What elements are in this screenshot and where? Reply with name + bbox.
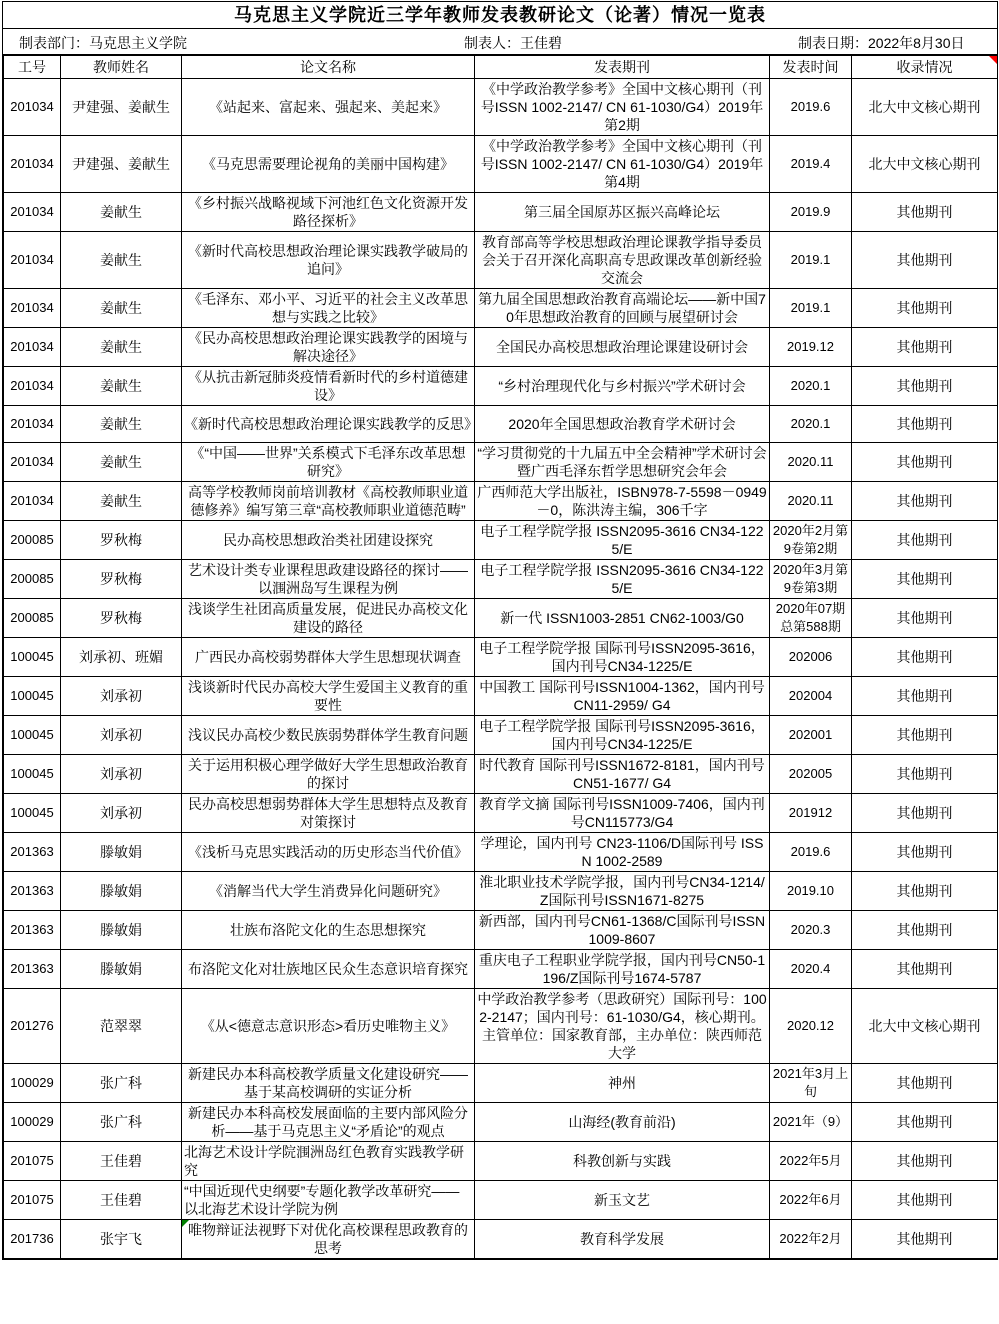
table-row: [4, 232, 998, 289]
cell-journal: 神州: [475, 1064, 770, 1103]
cell-teacher-id: 100045: [4, 794, 61, 833]
cell-index-status: 其他期刊: [852, 911, 998, 950]
table-row: [4, 367, 998, 406]
cell-journal: 学理论，国内刊号 CN23-1106/D国际刊号 ISSN 1002-2589: [475, 833, 770, 872]
cell-index-status: 其他期刊: [852, 328, 998, 367]
cell-publish-time: 202005: [770, 755, 852, 794]
cell-paper-title: [182, 521, 475, 560]
cell-paper-title: [182, 328, 475, 367]
error-marker-icon: [182, 1220, 189, 1227]
cell-journal: 科教创新与实践: [475, 1142, 770, 1181]
cell-teacher-name: 姜献生: [61, 443, 182, 482]
cell-journal: 时代教育 国际刊号ISSN1672-8181，国内刊号CN51-1677/ G4: [475, 755, 770, 794]
table-row: [4, 289, 998, 328]
cell-paper-title: [182, 755, 475, 794]
cell-paper-title: [182, 833, 475, 872]
paper-title-text: 《毛泽东、邓小平、习近平的社会主义改革思想与实践之比较》: [188, 291, 468, 325]
paper-title-text: 《马克思需要理论视角的美丽中国构建》: [202, 156, 454, 172]
cell-publish-time: 2019.1: [770, 289, 852, 328]
table-row: [4, 1181, 998, 1220]
cell-teacher-id: 201034: [4, 289, 61, 328]
cell-publish-time: 2021年（9）: [770, 1103, 852, 1142]
paper-title-text: 《浅析马克思实践活动的历史形态当代价值》: [188, 844, 468, 860]
cell-teacher-id: 201034: [4, 367, 61, 406]
cell-paper-title: [182, 232, 475, 289]
cell-teacher-name: 滕敏娟: [61, 833, 182, 872]
col-header-index-status-label: 收录情况: [896, 59, 953, 75]
cell-teacher-id: 201034: [4, 136, 61, 193]
cell-publish-time: 2019.12: [770, 328, 852, 367]
cell-publish-time: 2020年2月第9卷第2期: [770, 521, 852, 560]
cell-publish-time: 2019.1: [770, 232, 852, 289]
cell-paper-title: [182, 367, 475, 406]
paper-title-text: 新建民办本科高校发展面临的主要内部风险分析——基于马克思主义“矛盾论”的观点: [188, 1105, 468, 1139]
cell-teacher-id: 201363: [4, 950, 61, 989]
paper-title-text: 高等学校教师岗前培训教材《高校教师职业道德修养》编写第三章“高校教师职业道德范畴”: [188, 484, 468, 518]
cell-teacher-name: 范翠翠: [61, 989, 182, 1064]
table-row: [4, 872, 998, 911]
cell-journal: “乡村治理现代化与乡村振兴”学术研讨会: [475, 367, 770, 406]
table-row: [4, 638, 998, 677]
table-row: [4, 79, 998, 136]
cell-paper-title: [182, 136, 475, 193]
cell-teacher-id: 201034: [4, 406, 61, 443]
paper-title-text: 北海艺术设计学院涠洲岛红色教育实践教学研究: [184, 1144, 464, 1178]
cell-index-status: 其他期刊: [852, 833, 998, 872]
paper-title-text: 《乡村振兴战略视域下河池红色文化资源开发路径探析》: [188, 195, 468, 229]
cell-teacher-name: 罗秋梅: [61, 599, 182, 638]
cell-journal: 中国教工 国际刊号ISSN1004-1362，国内刊号CN11-2959/ G4: [475, 677, 770, 716]
table-row: [4, 599, 998, 638]
cell-index-status: 其他期刊: [852, 482, 998, 521]
paper-title-text: 民办高校思想政治类社团建设探究: [223, 532, 433, 548]
cell-journal: 第九届全国思想政治教育高端论坛——新中国70年思想政治教育的回顾与展望研讨会: [475, 289, 770, 328]
cell-publish-time: 2019.6: [770, 833, 852, 872]
cell-index-status: 其他期刊: [852, 1103, 998, 1142]
cell-journal: 中学政治教学参考（思政研究）国际刊号：1002-2147；国内刊号：61-1030/G4，核心期刊。主管单位：国家教育部，主办单位：陕西师范大学: [475, 989, 770, 1064]
cell-teacher-id: 201075: [4, 1181, 61, 1220]
table-row: [4, 443, 998, 482]
cell-index-status: 北大中文核心期刊: [852, 79, 998, 136]
cell-teacher-id: 201034: [4, 79, 61, 136]
paper-title-text: 广西民办高校弱势群体大学生思想现状调查: [195, 649, 461, 665]
cell-teacher-id: 201034: [4, 443, 61, 482]
cell-paper-title: [182, 443, 475, 482]
cell-index-status: 北大中文核心期刊: [852, 989, 998, 1064]
cell-teacher-id: 201075: [4, 1142, 61, 1181]
cell-journal: 电子工程学院学报 ISSN2095-3616 CN34-1225/E: [475, 521, 770, 560]
cell-teacher-name: 尹建强、姜献生: [61, 79, 182, 136]
cell-journal: 淮北职业技术学院学报，国内刊号CN34-1214/Z国际刊号ISSN1671-8275: [475, 872, 770, 911]
table-row: [4, 406, 998, 443]
cell-paper-title: [182, 716, 475, 755]
paper-title-text: 唯物辩证法视野下对优化高校课程思政教育的思考: [188, 1222, 468, 1256]
cell-journal: 电子工程学院学报 ISSN2095-3616 CN34-1225/E: [475, 560, 770, 599]
paper-title-text: 艺术设计类专业课程思政建设路径的探讨——以涠洲岛写生课程为例: [188, 562, 468, 596]
cell-teacher-id: 201034: [4, 328, 61, 367]
cell-index-status: 其他期刊: [852, 1181, 998, 1220]
cell-teacher-name: 姜献生: [61, 367, 182, 406]
cell-teacher-name: 王佳碧: [61, 1181, 182, 1220]
cell-publish-time: 2022年2月: [770, 1220, 852, 1259]
cell-teacher-name: 张宇飞: [61, 1220, 182, 1259]
paper-title-text: 关于运用积极心理学做好大学生思想政治教育的探讨: [188, 757, 468, 791]
cell-publish-time: 2020.12: [770, 989, 852, 1064]
header-row: [4, 56, 998, 79]
cell-teacher-name: 张广科: [61, 1103, 182, 1142]
table-row: [4, 911, 998, 950]
table-row: [4, 1064, 998, 1103]
cell-publish-time: 2022年6月: [770, 1181, 852, 1220]
cell-teacher-name: 滕敏娟: [61, 911, 182, 950]
cell-publish-time: 2022年5月: [770, 1142, 852, 1181]
cell-paper-title: [182, 482, 475, 521]
cell-index-status: 其他期刊: [852, 232, 998, 289]
cell-teacher-name: 姜献生: [61, 328, 182, 367]
paper-title-text: 《站起来、富起来、强起来、美起来》: [209, 99, 447, 115]
table-row: [4, 1142, 998, 1181]
table-row: [4, 521, 998, 560]
cell-publish-time: 2020.1: [770, 406, 852, 443]
cell-paper-title: [182, 1142, 475, 1181]
table-row: [4, 755, 998, 794]
cell-publish-time: 201912: [770, 794, 852, 833]
paper-title-text: 壮族布洛陀文化的生态思想探究: [230, 922, 426, 938]
paper-title-text: 民办高校思想弱势群体大学生思想特点及教育对策探讨: [188, 796, 468, 830]
cell-teacher-id: 201276: [4, 989, 61, 1064]
cell-index-status: 其他期刊: [852, 755, 998, 794]
cell-paper-title: [182, 794, 475, 833]
table-row: [4, 1103, 998, 1142]
cell-publish-time: 2020.1: [770, 367, 852, 406]
cell-journal: “学习贯彻党的十九届五中全会精神”学术研讨会暨广西毛泽东哲学思想研究会年会: [475, 443, 770, 482]
cell-index-status: 其他期刊: [852, 193, 998, 232]
cell-teacher-id: 200085: [4, 599, 61, 638]
cell-teacher-name: 姜献生: [61, 406, 182, 443]
cell-journal: 山海经(教育前沿): [475, 1103, 770, 1142]
cell-index-status: 其他期刊: [852, 367, 998, 406]
cell-publish-time: 2019.6: [770, 79, 852, 136]
cell-paper-title: [182, 289, 475, 328]
cell-paper-title: [182, 193, 475, 232]
table-row: [4, 950, 998, 989]
cell-publish-time: 202006: [770, 638, 852, 677]
cell-index-status: 其他期刊: [852, 638, 998, 677]
col-header-index-status: [852, 56, 998, 79]
cell-publish-time: 2019.10: [770, 872, 852, 911]
cell-teacher-name: 滕敏娟: [61, 950, 182, 989]
paper-title-text: 《新时代高校思想政治理论课实践教学破局的追问》: [188, 243, 468, 277]
cell-teacher-id: 201034: [4, 193, 61, 232]
papers-table: [3, 55, 998, 1259]
table-row: [4, 716, 998, 755]
cell-teacher-id: 201363: [4, 911, 61, 950]
cell-index-status: 其他期刊: [852, 1220, 998, 1259]
cell-teacher-id: 100029: [4, 1103, 61, 1142]
table-row: [4, 1220, 998, 1259]
cell-teacher-name: 姜献生: [61, 232, 182, 289]
meta-date: 制表日期：2022年8月30日: [798, 35, 965, 51]
cell-journal: 新一代 ISSN1003-2851 CN62-1003/G0: [475, 599, 770, 638]
cell-journal: 广西师范大学出版社，ISBN978-7-5598－0949－0，陈洪涛主编，306千字: [475, 482, 770, 521]
cell-paper-title: [182, 1181, 475, 1220]
cell-publish-time: 2020.3: [770, 911, 852, 950]
paper-title-text: 浅谈新时代民办高校大学生爱国主义教育的重要性: [188, 679, 468, 713]
cell-teacher-name: 王佳碧: [61, 1142, 182, 1181]
cell-paper-title: [182, 1103, 475, 1142]
cell-paper-title: [182, 599, 475, 638]
table-row: [4, 328, 998, 367]
cell-teacher-id: 201034: [4, 482, 61, 521]
cell-teacher-name: 姜献生: [61, 482, 182, 521]
cell-index-status: 其他期刊: [852, 716, 998, 755]
cell-teacher-name: 罗秋梅: [61, 560, 182, 599]
table-row: [4, 833, 998, 872]
cell-index-status: 其他期刊: [852, 289, 998, 328]
cell-publish-time: 2020年3月第9卷第3期: [770, 560, 852, 599]
cell-journal: 第三届全国原苏区振兴高峰论坛: [475, 193, 770, 232]
cell-publish-time: 2020.11: [770, 482, 852, 521]
cell-paper-title: [182, 1064, 475, 1103]
comment-marker-icon: [989, 56, 997, 64]
cell-teacher-id: 100045: [4, 716, 61, 755]
table-row: [4, 989, 998, 1064]
cell-paper-title: [182, 1220, 475, 1259]
paper-title-text: 《从<德意志意识形态>看历史唯物主义》: [200, 1018, 456, 1034]
cell-journal: 全国民办高校思想政治理论课建设研讨会: [475, 328, 770, 367]
cell-paper-title: [182, 677, 475, 716]
cell-teacher-name: 罗秋梅: [61, 521, 182, 560]
cell-teacher-name: 刘承初: [61, 716, 182, 755]
cell-index-status: 其他期刊: [852, 950, 998, 989]
cell-paper-title: [182, 79, 475, 136]
cell-paper-title: [182, 872, 475, 911]
paper-title-text: “中国近现代史纲要”专题化教学改革研究——以北海艺术设计学院为例: [184, 1183, 460, 1217]
cell-publish-time: 2019.9: [770, 193, 852, 232]
meta-bar: [3, 29, 997, 55]
cell-index-status: 其他期刊: [852, 443, 998, 482]
cell-index-status: 其他期刊: [852, 599, 998, 638]
col-header-paper-title: 论文名称: [182, 56, 475, 79]
cell-teacher-id: 200085: [4, 560, 61, 599]
paper-title-text: 《新时代高校思想政治理论课实践教学的反思》: [184, 416, 478, 432]
cell-teacher-name: 姜献生: [61, 289, 182, 328]
cell-publish-time: 2020年07期总第588期: [770, 599, 852, 638]
cell-journal: 2020年全国思想政治教育学术研讨会: [475, 406, 770, 443]
cell-publish-time: 2019.4: [770, 136, 852, 193]
paper-title-text: 布洛陀文化对壮族地区民众生态意识培育探究: [188, 961, 468, 977]
cell-teacher-id: 100045: [4, 638, 61, 677]
cell-journal: 教育学文摘 国际刊号ISSN1009-7406，国内刊号CN115773/G4: [475, 794, 770, 833]
cell-paper-title: [182, 638, 475, 677]
cell-teacher-id: 201363: [4, 833, 61, 872]
cell-journal: 教育科学发展: [475, 1220, 770, 1259]
cell-teacher-name: 刘承初、班媚: [61, 638, 182, 677]
cell-teacher-id: 100029: [4, 1064, 61, 1103]
col-header-publish-time: 发表时间: [770, 56, 852, 79]
paper-title-text: 《消解当代大学生消费异化问题研究》: [209, 883, 447, 899]
cell-index-status: 其他期刊: [852, 521, 998, 560]
cell-journal: 新西部，国内刊号CN61-1368/C国际刊号ISSN1009-8607: [475, 911, 770, 950]
cell-journal: 新玉文艺: [475, 1181, 770, 1220]
cell-paper-title: [182, 911, 475, 950]
cell-teacher-name: 张广科: [61, 1064, 182, 1103]
cell-paper-title: [182, 406, 478, 443]
cell-teacher-id: 201363: [4, 872, 61, 911]
cell-paper-title: [182, 989, 475, 1064]
cell-index-status: 其他期刊: [852, 872, 998, 911]
cell-teacher-name: 刘承初: [61, 677, 182, 716]
cell-publish-time: 202001: [770, 716, 852, 755]
cell-index-status: 其他期刊: [852, 1064, 998, 1103]
cell-teacher-id: 201034: [4, 232, 61, 289]
cell-teacher-name: 刘承初: [61, 794, 182, 833]
table-row: [4, 677, 998, 716]
cell-publish-time: 2020.4: [770, 950, 852, 989]
cell-publish-time: 2020.11: [770, 443, 852, 482]
table-row: [4, 482, 998, 521]
paper-title-text: 《“中国——世界”关系模式下毛泽东改革思想研究》: [190, 445, 466, 479]
cell-publish-time: 202004: [770, 677, 852, 716]
report-sheet: [2, 1, 998, 1260]
page-title: 马克思主义学院近三学年教师发表教研论文（论著）情况一览表: [3, 2, 997, 29]
cell-teacher-name: 尹建强、姜献生: [61, 136, 182, 193]
cell-teacher-name: 滕敏娟: [61, 872, 182, 911]
cell-index-status: 其他期刊: [852, 794, 998, 833]
meta-department: 制表部门：马克思主义学院: [19, 35, 187, 51]
table-row: [4, 794, 998, 833]
table-row: [4, 193, 998, 232]
cell-journal: 《中学政治教学参考》全国中文核心期刊（刊号ISSN 1002-2147/ CN 61-1030/G4）2019年第4期: [475, 136, 770, 193]
cell-journal: 电子工程学院学报 国际刊号ISSN2095-3616，国内刊号CN34-1225/E: [475, 716, 770, 755]
cell-index-status: 其他期刊: [852, 677, 998, 716]
cell-teacher-id: 100045: [4, 677, 61, 716]
col-header-teacher-name: 教师姓名: [61, 56, 182, 79]
cell-index-status: 其他期刊: [852, 1142, 998, 1181]
table-body: [4, 79, 998, 1259]
paper-title-text: 浅议民办高校少数民族弱势群体学生教育问题: [188, 727, 468, 743]
cell-index-status: 北大中文核心期刊: [852, 136, 998, 193]
col-header-journal: 发表期刊: [475, 56, 770, 79]
cell-teacher-name: 姜献生: [61, 193, 182, 232]
table-row: [4, 136, 998, 193]
cell-journal: 《中学政治教学参考》全国中文核心期刊（刊号ISSN 1002-2147/ CN 61-1030/G4）2019年第2期: [475, 79, 770, 136]
cell-teacher-id: 200085: [4, 521, 61, 560]
cell-teacher-id: 100045: [4, 755, 61, 794]
cell-teacher-id: 201736: [4, 1220, 61, 1259]
paper-title-text: 浅谈学生社团高质量发展，促进民办高校文化建设的路径: [188, 601, 468, 635]
cell-journal: 电子工程学院学报 国际刊号ISSN2095-3616，国内刊号CN34-1225/E: [475, 638, 770, 677]
cell-index-status: 其他期刊: [852, 406, 998, 443]
cell-paper-title: [182, 560, 475, 599]
cell-journal: 重庆电子工程职业学院学报，国内刊号CN50-1196/Z国际刊号1674-5787: [475, 950, 770, 989]
paper-title-text: 《从抗击新冠肺炎疫情看新时代的乡村道德建设》: [188, 369, 468, 403]
paper-title-text: 《民办高校思想政治理论课实践教学的困境与解决途径》: [188, 330, 468, 364]
cell-journal: 教育部高等学校思想政治理论课教学指导委员会关于召开深化高职高专思政课改革创新经验交流会: [475, 232, 770, 289]
col-header-teacher-id: 工号: [4, 56, 61, 79]
paper-title-text: 新建民办本科高校教学质量文化建设研究——基于某高校调研的实证分析: [188, 1066, 468, 1100]
cell-index-status: 其他期刊: [852, 560, 998, 599]
cell-teacher-name: 刘承初: [61, 755, 182, 794]
table-row: [4, 560, 998, 599]
cell-paper-title: [182, 950, 475, 989]
cell-publish-time: 2021年3月上旬: [770, 1064, 852, 1103]
meta-author: 制表人：王佳碧: [464, 35, 562, 51]
